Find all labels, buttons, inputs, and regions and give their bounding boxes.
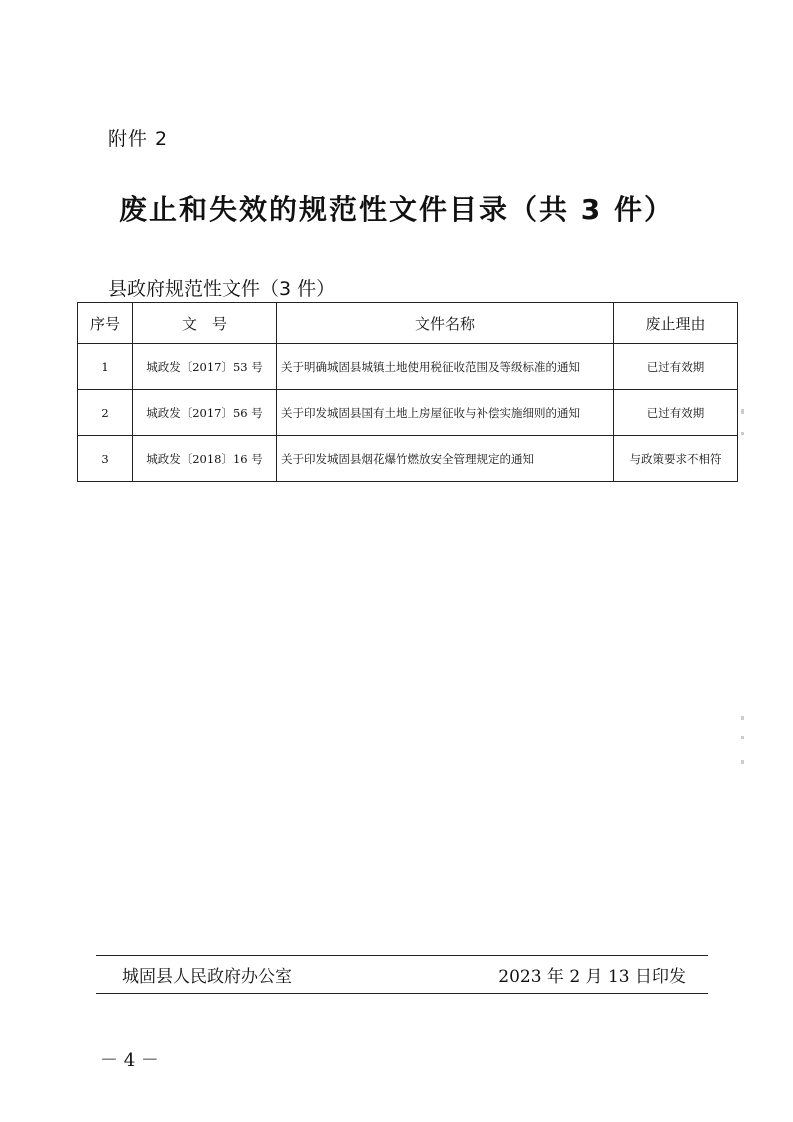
row-doc-name: 关于明确城固县城镇土地使用税征收范围及等级标准的通知 bbox=[277, 344, 614, 390]
scan-artifact bbox=[741, 409, 744, 414]
row-doc-name: 关于印发城固县国有土地上房屋征收与补偿实施细则的通知 bbox=[277, 390, 614, 436]
row-doc-name: 关于印发城固县烟花爆竹燃放安全管理规定的通知 bbox=[277, 436, 614, 482]
page-number: － 4 － bbox=[100, 1050, 159, 1071]
scan-artifact bbox=[741, 760, 744, 764]
header-doc-no: 文 号 bbox=[133, 303, 277, 344]
scan-artifact bbox=[741, 716, 744, 720]
page-title: 废止和失效的规范性文件目录（共 3 件） bbox=[119, 193, 674, 226]
table-row bbox=[78, 390, 738, 436]
footer-top-rule bbox=[96, 955, 708, 956]
header-doc-name: 文件名称 bbox=[277, 303, 614, 344]
attachment-label: 附件 2 bbox=[108, 128, 169, 150]
issue-date: 2023 年 2 月 13 日印发 bbox=[498, 967, 686, 987]
table-row bbox=[78, 344, 738, 390]
scan-artifact bbox=[741, 736, 744, 739]
scan-artifact bbox=[741, 432, 744, 435]
row-doc-no: 城政发〔2017〕53 号 bbox=[133, 344, 277, 390]
row-index: 1 bbox=[78, 344, 133, 390]
section-heading: 县政府规范性文件（3 件） bbox=[108, 278, 336, 300]
header-index: 序号 bbox=[78, 303, 133, 344]
documents-table bbox=[77, 302, 738, 482]
row-reason: 与政策要求不相符 bbox=[614, 436, 738, 482]
row-doc-no: 城政发〔2018〕16 号 bbox=[133, 436, 277, 482]
table-header-row bbox=[78, 303, 738, 344]
table-row bbox=[78, 436, 738, 482]
issuing-office: 城固县人民政府办公室 bbox=[122, 967, 292, 987]
row-doc-no: 城政发〔2017〕56 号 bbox=[133, 390, 277, 436]
row-reason: 已过有效期 bbox=[614, 390, 738, 436]
row-index: 2 bbox=[78, 390, 133, 436]
row-index: 3 bbox=[78, 436, 133, 482]
row-reason: 已过有效期 bbox=[614, 344, 738, 390]
header-reason: 废止理由 bbox=[614, 303, 738, 344]
footer-bottom-rule bbox=[96, 993, 708, 994]
